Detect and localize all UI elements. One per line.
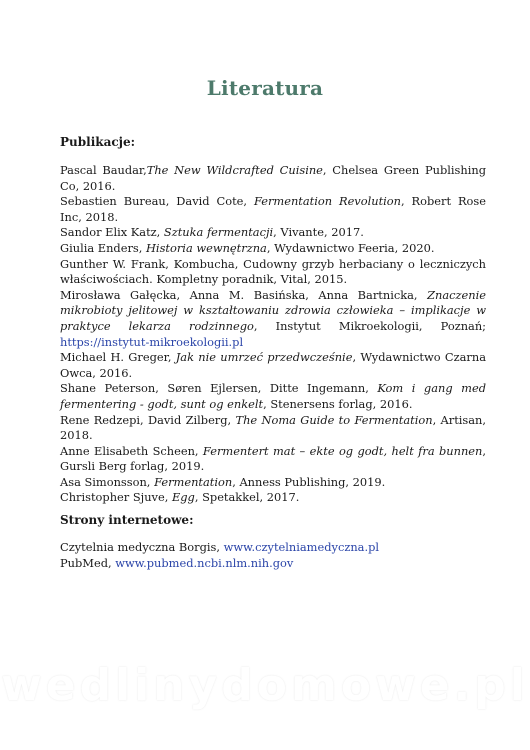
reference-item: Pascal Baudar,The New Wildcrafted Cuisine, Chelsea Green Publishing Co, 2016. [60, 163, 486, 193]
publications-heading: Publikacje: [60, 135, 136, 149]
reference-item: Mirosława Gałęcka, Anna M. Basińska, Anna Bartnicka, Znaczenie mikrobioty jelitowej w kształtowaniu zdrowia człowieka – implikacje w praktyce lekarza rodzinnego, Instytut Mikroekologii, Poznań; https://instytut-mikroekologii.pl [60, 287, 486, 349]
reference-item: Asa Simonsson, Fermentation, Anness Publishing, 2019. [60, 474, 386, 489]
reference-item: Sebastien Bureau, David Cote, Fermentation Revolution, Robert Rose Inc, 2018. [60, 194, 486, 224]
website-item: PubMed, www.pubmed.ncbi.nlm.nih.gov [60, 555, 294, 570]
website-item: Czytelnia medyczna Borgis, www.czytelniamedyczna.pl [60, 540, 380, 554]
reference-item: Giulia Enders, Historia wewnętrzna, Wydawnictwo Feeria, 2020. [60, 240, 435, 255]
reference-link[interactable]: https://instytut-mikroekologii.pl [60, 334, 244, 349]
references-list [60, 163, 486, 506]
reference-item: Anne Elisabeth Scheen, Fermentert mat – ekte og godt, helt fra bunnen, Gursli Berg forlag, 2019. [60, 443, 486, 474]
reference-item: Shane Peterson, Søren Ejlersen, Ditte Ingemann, Kom i gang med fermentering - godt, sunt og enkelt, Stenersens forlag, 2016. [60, 381, 486, 411]
page-title: Literatura [206, 76, 324, 100]
website-link[interactable]: www.czytelniamedyczna.pl [223, 540, 380, 554]
reference-item: Michael H. Greger, Jak nie umrzeć przedwcześnie, Wydawnictwo Czarna Owca, 2016. [60, 350, 486, 380]
web-heading: Strony internetowe: [60, 513, 194, 527]
websites-list [60, 540, 486, 571]
reference-item: Rene Redzepi, David Zilberg, The Noma Guide to Fermentation, Artisan, 2018. [60, 412, 487, 443]
reference-item: Sandor Elix Katz, Sztuka fermentacji, Vivante, 2017. [60, 225, 364, 240]
website-link[interactable]: www.pubmed.ncbi.nlm.nih.gov [115, 555, 294, 570]
watermark: wedlinydomowe.pl [1, 660, 529, 711]
reference-item: Christopher Sjuve, Egg, Spetakkel, 2017. [60, 490, 300, 505]
reference-item: Gunther W. Frank, Kombucha, Cudowny grzyb herbaciany o leczniczych właściwościach. Kompletny poradnik, Vital, 2015. [60, 256, 486, 287]
